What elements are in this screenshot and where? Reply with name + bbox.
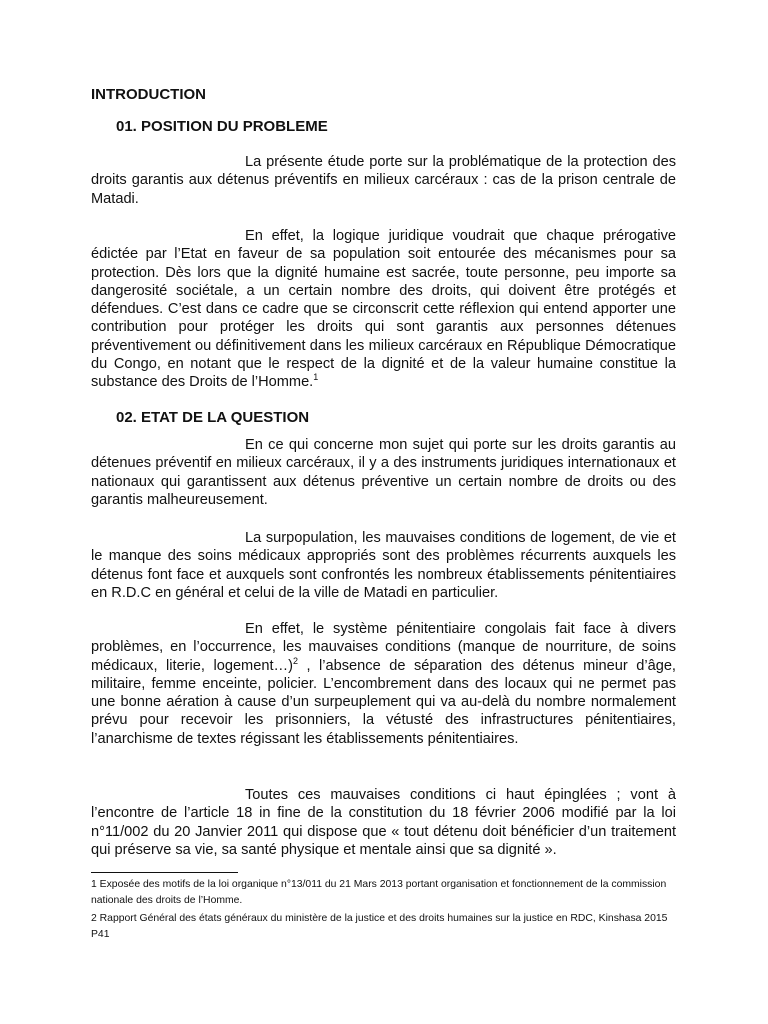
section-heading-position-du-probleme: 01. POSITION DU PROBLEME [116, 118, 328, 135]
footnote-2: 2 Rapport Général des états généraux du ministère de la justice et des droits humaines sur la justice en RDC, Kinshasa 2015 P41 [91, 913, 668, 940]
paragraph-2: En effet, la logique juridique voudrait que chaque prérogative édictée par l’Etat en faveur de sa population soit entourée des mécanismes pour sa protection. Dès lors que la dignité humaine est sacrée, toute personne, peu importe sa dangerosité sociétale, a un certain nombre des droits, qui doivent être protégés et défendues. C’est dans ce cadre que se circonscrit cette réflexion qui entend apporter une contribution pour protéger les droits qui sont garantis aux personnes détenues préventivement ou définitivement dans les milieux carcéraux en République Démocratique du Congo, en notant que le respect de la dignité et de la valeur humaine constitue la substance des Droits de l’Homme.$^1$ [91, 228, 676, 391]
paragraph-4: La surpopulation, les mauvaises conditions de logement, de vie et le manque des soins médicaux appropriés sont des problèmes récurrents auxquels les détenus font face et auxquels sont confrontés les nombreux établissements pénitentiaires en R.D.C en général et celui de la ville de Matadi en particulier. [91, 530, 676, 601]
footnote-ref-1: 1 [313, 372, 319, 383]
footnote-separator [91, 872, 238, 873]
section-heading-etat-de-la-question: 02. ETAT DE LA QUESTION [116, 409, 310, 426]
footnote-1: 1 Exposée des motifs de la loi organique n°13/011 du 21 Mars 2013 portant organisation et fonctionnement de la commission nationale des droits de l’Homme. [91, 879, 667, 906]
paragraph-5: En effet, le système pénitentiaire congolais fait face à divers problèmes, en l’occurrence, les mauvaises conditions (manque de nourriture, de soins médicaux, literie, logement…)$^2$ , l’absence de séparation des détenus mineur d’âge, militaire, femme enceinte, policier. L’encombrement dans des locaux qui ne permet pas une bonne aération à cause d’un surpeuplement qui va au-delà du nombre normalement prévu pour recevoir les prisonniers, la vétusté des infrastructures pénitentiaires, l’anarchisme de textes régissant les établissements pénitentiaires. [91, 621, 676, 747]
page-title: INTRODUCTION [91, 86, 206, 103]
paragraph-6: Toutes ces mauvaises conditions ci haut épinglées ; vont à l’encontre de l’article 18 in fine de la constitution du 18 février 2006 modifié par la loi n°11/002 du 20 Janvier 2011 qui dispose que « tout détenu doit bénéficier d’un traitement qui préserve sa vie, sa santé physique et mentale ainsi que sa dignité ». [91, 787, 676, 858]
paragraph-3: En ce qui concerne mon sujet qui porte sur les droits garantis au détenues préventif en milieux carcéraux, il y a des instruments juridiques internationaux et nationaux qui garantissent aux détenus préventive un certain nombre de droits ou des garantis malheureusement. [91, 437, 676, 508]
footnote-ref-2: 2 [292, 655, 298, 666]
paragraph-1: La présente étude porte sur la problématique de la protection des droits garantis aux détenus préventifs en milieux carcéraux : cas de la prison centrale de Matadi. [91, 154, 676, 207]
